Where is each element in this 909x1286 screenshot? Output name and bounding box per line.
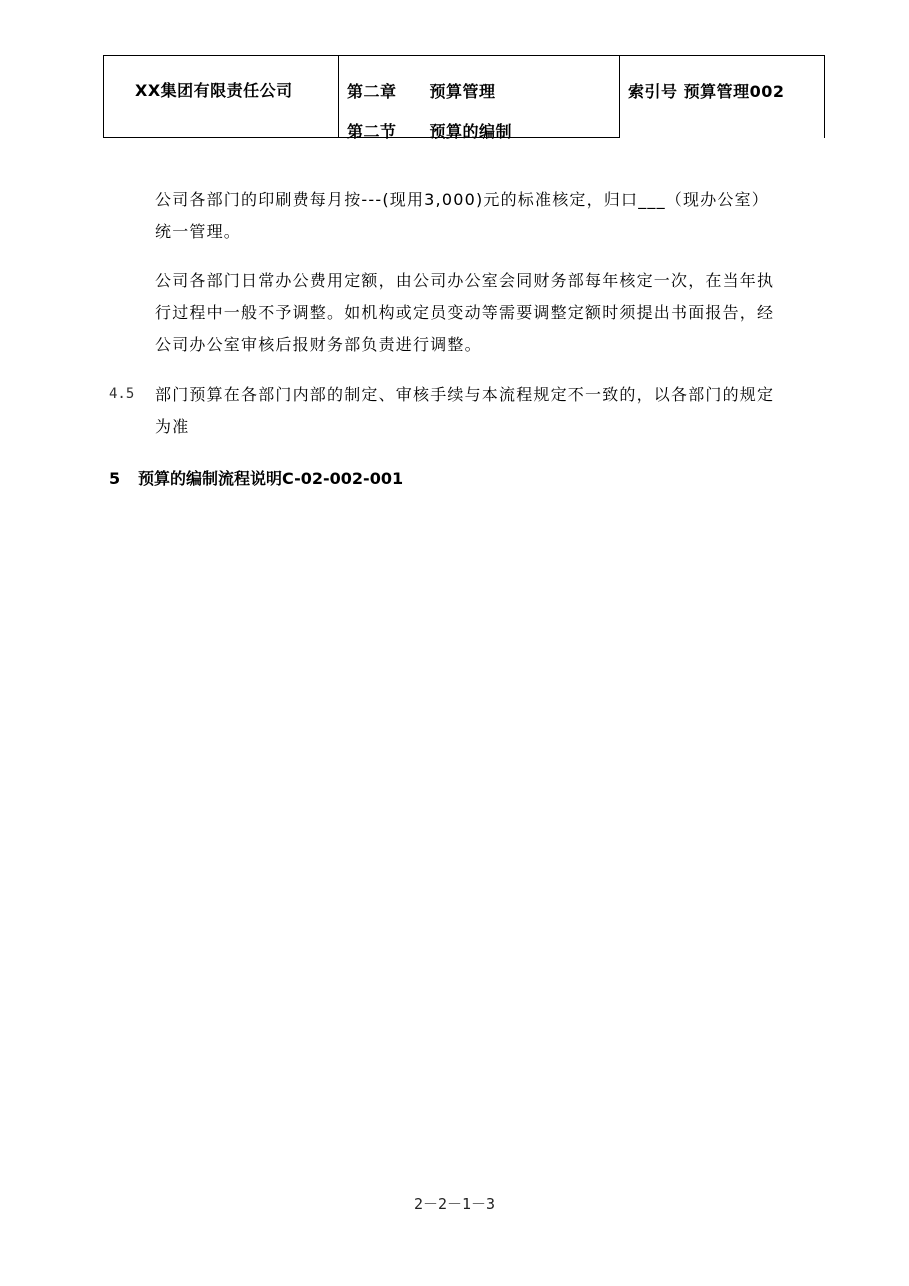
index-label: 索引号 预算管理002 xyxy=(628,82,785,101)
paragraph-line: 为准 xyxy=(155,417,190,436)
header-divider-1 xyxy=(338,55,339,138)
page-number: 2－2－1－3 xyxy=(413,1195,496,1213)
section-title: 预算的编制流程说明C-02-002-001 xyxy=(138,469,404,488)
chapter-title: 第二章 预算管理 xyxy=(347,82,496,101)
section-heading xyxy=(109,466,403,489)
paragraph-line: 部门预算在各部门内部的制定、审核手续与本流程规定不一致的，以各部门的规定 xyxy=(155,385,775,404)
item-number: 4.5 xyxy=(109,386,135,402)
paragraph-department-budget xyxy=(155,379,825,443)
paragraph-office-expense xyxy=(155,265,825,361)
header-right-border xyxy=(824,55,825,138)
company-name: XX集团有限责任公司 xyxy=(135,81,293,100)
header-left-border xyxy=(103,55,104,138)
paragraph-line: 公司各部门日常办公费用定额，由公司办公室会同财务部每年核定一次，在当年执 xyxy=(155,271,775,290)
paragraph-line: 统一管理。 xyxy=(155,222,242,241)
section-number: 5 xyxy=(109,469,121,488)
header-divider-2 xyxy=(619,55,620,138)
header-top-border xyxy=(103,55,825,56)
paragraph-line: 公司各部门的印刷费每月按---(现用3,000)元的标准核定，归口___（现办公室） xyxy=(155,190,770,209)
paragraph-line: 行过程中一般不予调整。如机构或定员变动等需要调整定额时须提出书面报告，经 xyxy=(155,303,775,322)
paragraph-line: 公司办公室审核后报财务部负责进行调整。 xyxy=(155,335,482,354)
paragraph-printing-fee xyxy=(155,184,825,248)
section-title-header: 第二节 预算的编制 xyxy=(347,122,513,141)
